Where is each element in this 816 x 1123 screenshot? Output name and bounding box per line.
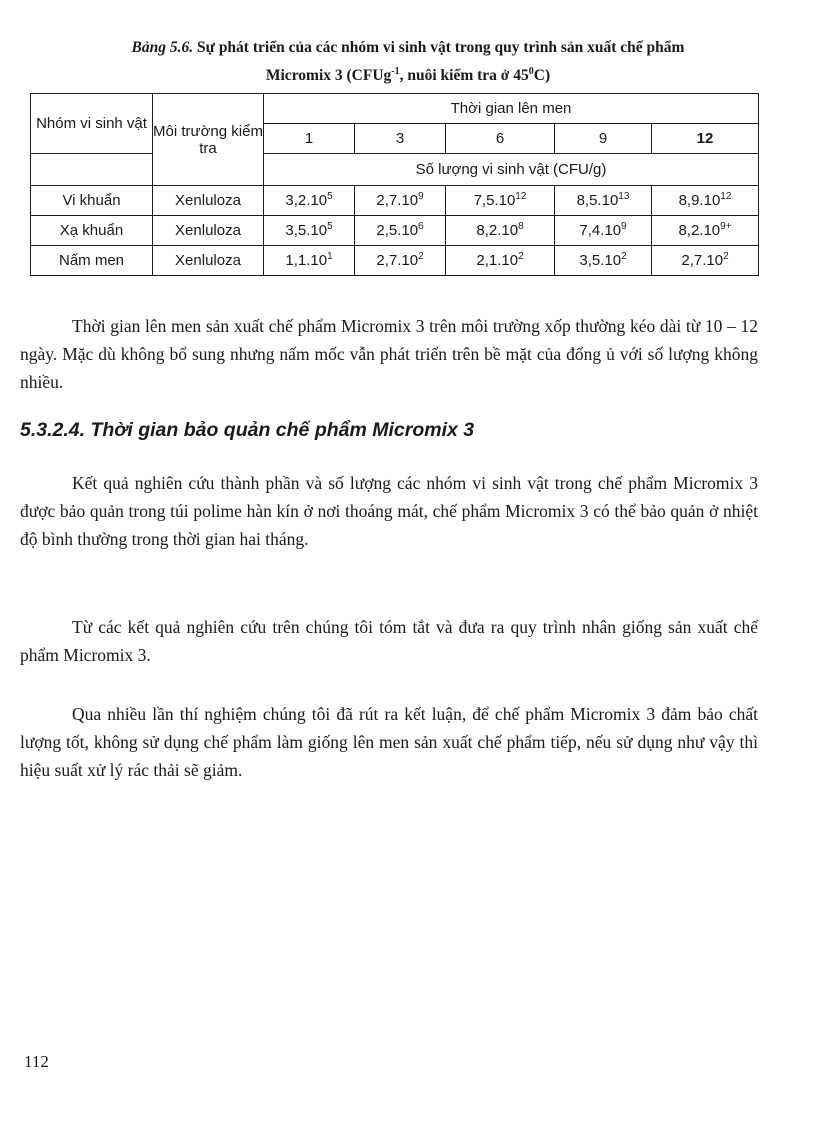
paragraph-3: Từ các kết quả nghiên cứu trên chúng tôi tóm tắt và đưa ra quy trình nhân giống sản xuất chế phẩm Micromix 3. [20,617,758,665]
cell-group: Vi khuẩn [31,186,153,216]
count-mantissa: 3,2.10 [285,192,328,209]
header-day: 1 [264,124,355,154]
cell-count [264,186,355,216]
count-exponent: 9+ [720,221,732,232]
header-medium: Môi trường kiểm tra [153,94,264,186]
count-mantissa: 2,1.10 [476,252,519,269]
caption-unit: Micromix 3 (CFUg [265,67,392,85]
count-exponent: 5 [327,191,333,202]
count-mantissa: 3,5.10 [285,222,328,239]
count-mantissa: 3,5.10 [579,252,622,269]
count-exponent: 2 [418,251,424,262]
caption-degree: 0 [528,66,534,77]
cell-count [446,186,555,216]
count-exponent: 2 [723,251,729,262]
table-body [31,186,759,276]
header-group: Nhóm vi sinh vật [31,94,153,154]
count-exponent: 5 [327,221,333,232]
header-day: 6 [446,124,555,154]
count-mantissa: 2,7.10 [681,252,724,269]
header-count: Số lượng vi sinh vật (CFU/g) [264,154,759,186]
cell-count [555,186,652,216]
cell-count [555,246,652,276]
count-exponent: 8 [518,221,524,232]
count-mantissa: 8,2.10 [678,222,721,239]
count-mantissa: 8,5.10 [576,192,619,209]
header-day: 3 [355,124,446,154]
count-exponent: 12 [720,191,732,202]
cell-group: Nấm men [31,246,153,276]
cell-count [652,186,759,216]
table-caption [30,36,786,88]
caption-text: Sự phát triển của các nhóm vi sinh vật trong quy trình sản xuất chế phẩm [197,39,685,56]
caption-unit-exp: -1 [391,66,400,77]
count-mantissa: 8,9.10 [678,192,721,209]
table-row [31,246,759,276]
count-mantissa: 7,4.10 [579,222,622,239]
caption-condition: , nuôi kiểm tra ở 45 [399,67,529,85]
cell-count [555,216,652,246]
count-exponent: 9 [418,191,424,202]
cell-group: Xạ khuẩn [31,216,153,246]
cell-medium: Xenluloza [153,246,264,276]
table-row [31,216,759,246]
count-mantissa: 8,2.10 [476,222,519,239]
header-group-blank [31,154,153,186]
header-day: 9 [555,124,652,154]
table-row [31,186,759,216]
cell-medium: Xenluloza [153,186,264,216]
count-mantissa: 2,5.10 [376,222,419,239]
count-mantissa: 1,1.10 [285,252,328,269]
cell-count [355,186,446,216]
paragraph-2: Kết quả nghiên cứu thành phần và số lượng các nhóm vi sinh vật trong chế phẩm Micromix 3 được bảo quản trong túi polime hàn kín ở nơi thoáng mát, chế phẩm Micromix 3 có thể bảo quản ở nhiệt độ bình thường trong thời gian hai tháng. [20,473,758,549]
count-exponent: 2 [621,251,627,262]
paragraph-1: Thời gian lên men sản xuất chế phẩm Micromix 3 trên môi trường xốp thường kéo dài từ 10 – 12 ngày. Mặc dù không bổ sung nhưng nấm mốc vẫn phát triển trên bề mặt của đống ủ với số lượng không nhiều. [20,316,758,392]
cell-count [446,246,555,276]
results-table [30,93,759,276]
cell-count [355,216,446,246]
count-exponent: 2 [518,251,524,262]
section-heading: 5.3.2.4. Thời gian bảo quản chế phẩm Micromix 3 [20,419,475,441]
caption-unit-c: C) [533,67,551,85]
count-mantissa: 2,7.10 [376,192,419,209]
page-number: 112 [24,1052,49,1071]
cell-count [652,246,759,276]
cell-count [264,216,355,246]
count-exponent: 1 [327,251,333,262]
count-mantissa: 7,5.10 [473,192,516,209]
cell-count [355,246,446,276]
header-time: Thời gian lên men [264,94,759,124]
count-exponent: 6 [418,221,424,232]
header-day: 12 [652,124,759,154]
count-mantissa: 2,7.10 [376,252,419,269]
caption-line-2 [30,60,786,88]
count-exponent: 9 [621,221,627,232]
cell-medium: Xenluloza [153,216,264,246]
paragraph-4: Qua nhiều lần thí nghiệm chúng tôi đã rút ra kết luận, để chế phẩm Micromix 3 đảm bảo chất lượng tốt, không sử dụng chế phẩm làm giống lên men sản xuất chế phẩm tiếp, nếu sử dụng như vậy thì hiệu suất xử lý rác thải sẽ giảm. [20,704,758,780]
caption-lead: Bảng 5.6. [131,39,194,56]
count-exponent: 13 [618,191,630,202]
cell-count [652,216,759,246]
cell-count [264,246,355,276]
caption-line-1 [30,36,786,60]
count-exponent: 12 [515,191,527,202]
cell-count [446,216,555,246]
